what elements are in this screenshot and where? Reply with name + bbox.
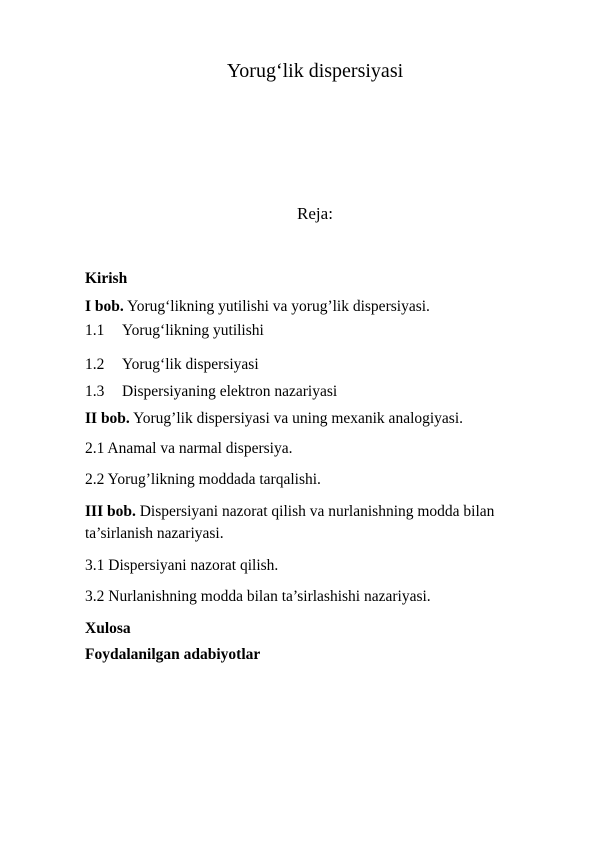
toc-chapter-2: [85, 410, 463, 428]
toc-item-2-2: 2.2 Yorug’likning moddada tarqalishi.: [85, 471, 321, 488]
chapter-2-title: Yorug’lik dispersiyasi va uning mexanik analogiyasi.: [129, 410, 464, 427]
toc-item-1-1: [85, 322, 264, 340]
plan-heading: Reja:: [297, 204, 333, 223]
chapter-3-label: III bob.: [85, 503, 136, 520]
toc-chapter-3-continued: ta’sirlanish nazariyasi.: [85, 525, 224, 542]
toc-item-1-3: [85, 383, 337, 401]
item-number: 1.3: [85, 383, 105, 400]
toc-references: Foydalanilgan adabiyotlar: [85, 646, 261, 663]
toc-item-2-1: 2.1 Anamal va narmal dispersiya.: [85, 440, 293, 457]
toc-item-3-2: 3.2 Nurlanishning modda bilan ta’sirlashishi nazariyasi.: [85, 588, 431, 605]
chapter-3-title: Dispersiyani nazorat qilish va nurlanishning modda bilan: [135, 503, 495, 520]
toc-item-3-1: 3.1 Dispersiyani nazorat qilish.: [85, 557, 279, 574]
item-text: Yorug‘likning yutilishi: [122, 322, 264, 339]
toc-intro: Kirish: [85, 270, 128, 287]
item-number: 1.2: [85, 356, 105, 373]
chapter-1-label: I bob.: [85, 298, 124, 315]
toc-conclusion: Xulosa: [85, 620, 131, 637]
chapter-1-title: Yorug‘likning yutilishi va yorug’lik dispersiyasi.: [123, 298, 430, 315]
toc-chapter-3: [85, 503, 494, 521]
toc-chapter-1: [85, 298, 430, 316]
document-title: Yorug‘lik dispersiyasi: [226, 60, 404, 82]
chapter-2-label: II bob.: [85, 410, 130, 427]
item-number: 1.1: [85, 322, 105, 339]
item-text: Yorug‘lik dispersiyasi: [122, 356, 259, 373]
item-text: Dispersiyaning elektron nazariyasi: [122, 383, 338, 400]
toc-item-1-2: [85, 356, 259, 374]
